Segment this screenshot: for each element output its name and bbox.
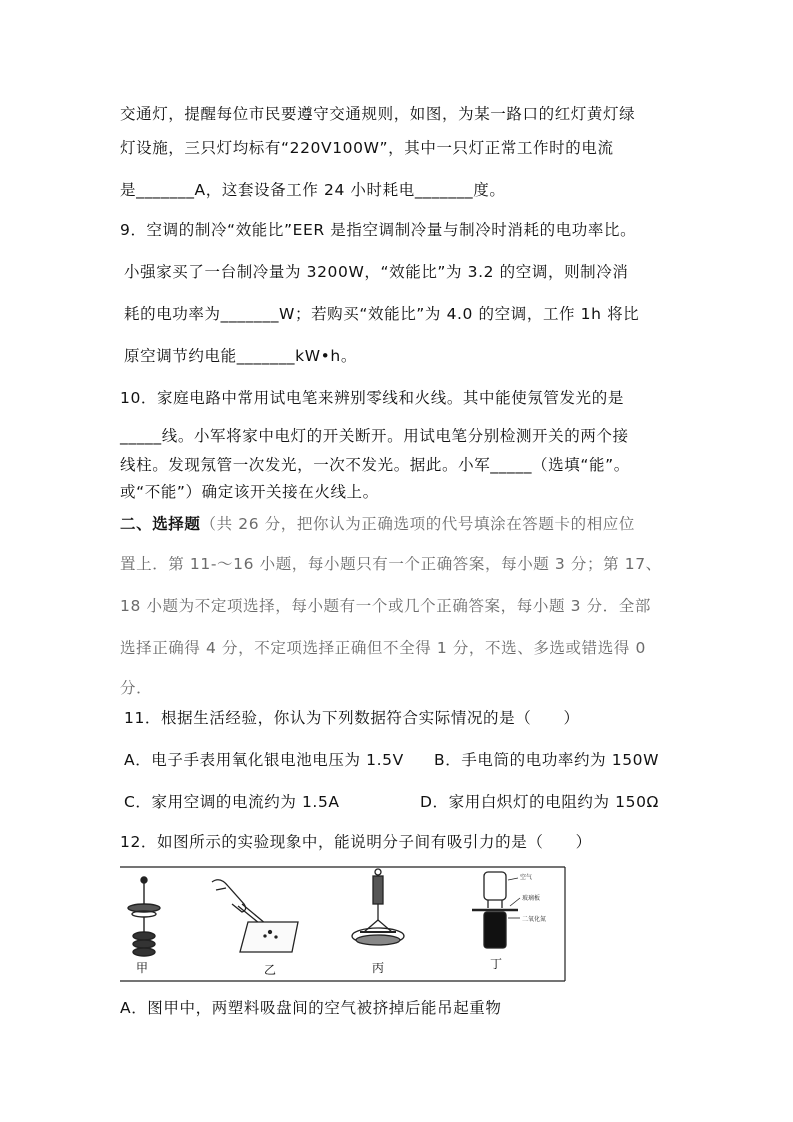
figure-label-bing: 丙: [372, 961, 385, 975]
figure-label-ding: 丁: [490, 957, 503, 971]
section-2-desc-3: 18 小题为不定项选择，每小题有一个或几个正确答案，每小题 3 分．全部: [120, 597, 651, 615]
question-9-line-1: 9．空调的制冷“效能比”EER 是指空调制冷量与制冷时消耗的电功率比。: [120, 221, 637, 239]
section-2-desc-2: 置上．第 11-～16 小题，每小题只有一个正确答案，每小题 3 分；第 17、: [120, 555, 662, 573]
text-line-2: 灯设施，三只灯均标有“220V100W”，其中一只灯正常工作时的电流: [120, 139, 614, 157]
question-12-option-a: A．图甲中，两塑料吸盘间的空气被挤掉后能吊起重物: [120, 999, 502, 1017]
question-10-line-3: 线柱。发现氖管一次发光，一次不发光。据此。小军_____（选填“能”。: [120, 456, 630, 474]
question-9-line-2: 小强家买了一台制冷量为 3200W，“效能比”为 3.2 的空调，则制冷消: [124, 263, 629, 281]
question-12-figure: [120, 866, 566, 982]
gas-bottles-illustration: [472, 872, 520, 948]
figure-label-yi: 乙: [264, 963, 277, 977]
question-12-stem: 12．如图所示的实验现象中，能说明分子间有吸引力的是（ ）: [120, 833, 592, 851]
question-9-line-3: 耗的电功率为_______W；若购买“效能比”为 4.0 的空调，工作 1h 将比: [124, 305, 640, 323]
experiment-illustration: [120, 866, 566, 982]
question-9-line-4: 原空调节约电能_______kW•h。: [124, 347, 357, 365]
section-2-desc-5: 分．: [120, 679, 153, 697]
section-2-desc-4: 选择正确得 4 分，不定项选择正确但不全得 1 分，不选、多选或错选得 0: [120, 639, 646, 657]
label-air: 空气: [520, 874, 533, 881]
question-11-option-d: D．家用白炽灯的电阻约为 150Ω: [420, 793, 659, 811]
suction-cups-illustration: [128, 877, 160, 956]
text-line-3: 是_______A，这套设备工作 24 小时耗电_______度。: [120, 181, 506, 199]
question-10-line-2: _____线。小军将家中电灯的开关断开。用试电笔分别检测开关的两个接: [120, 427, 629, 445]
figure-label-jia: 甲: [136, 961, 149, 975]
spring-scale-illustration: [352, 869, 404, 945]
label-nitrogen-dioxide: 二氧化氮: [522, 916, 547, 923]
hand-pen-illustration: [212, 880, 298, 952]
section-2-title: 二、选择题: [120, 515, 201, 533]
question-10-line-4: 或“不能”）确定该开关接在火线上。: [120, 483, 379, 501]
question-11-option-b: B．手电筒的电功率约为 150W: [434, 751, 660, 769]
question-11-option-a: A．电子手表用氧化银电池电压为 1.5V: [124, 751, 404, 769]
text-line-1: 交通灯，提醒每位市民要遵守交通规则，如图，为某一路口的红灯黄灯绿: [120, 105, 636, 123]
question-10-line-1: 10．家庭电路中常用试电笔来辨别零线和火线。其中能使氖管发光的是: [120, 389, 624, 407]
question-11-stem: 11．根据生活经验，你认为下列数据符合实际情况的是（ ）: [124, 709, 580, 727]
label-glass-plate: 玻璃板: [522, 895, 541, 902]
section-2-desc-1: （共 26 分，把你认为正确选项的代号填涂在答题卡的相应位: [200, 515, 635, 533]
section-2-header: [120, 512, 635, 534]
question-11-option-c: C．家用空调的电流约为 1.5A: [124, 793, 340, 811]
